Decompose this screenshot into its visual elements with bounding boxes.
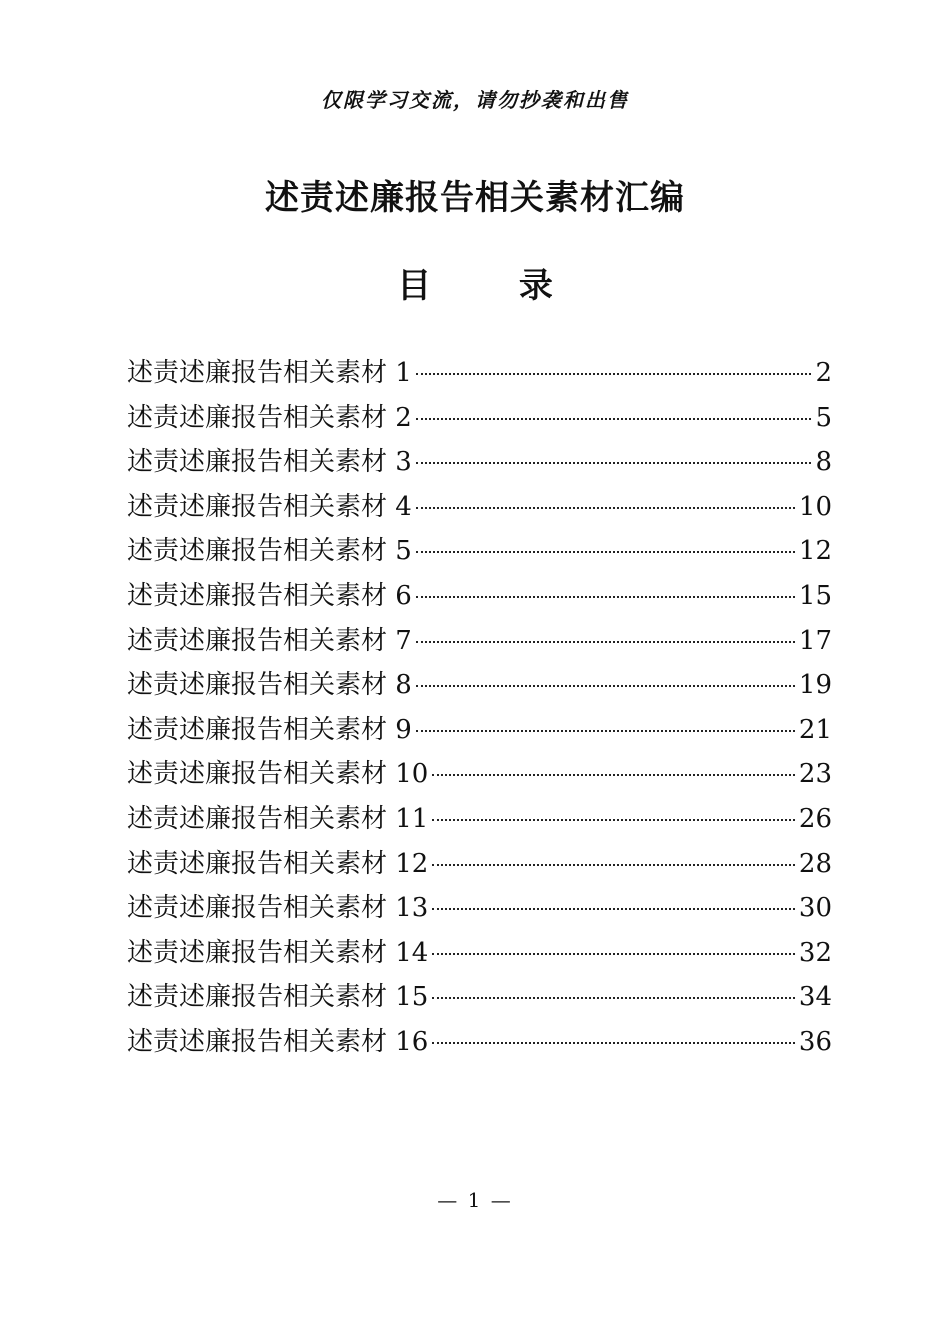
toc-entry[interactable] <box>127 396 832 441</box>
toc-entry-label: 述责述廉报告相关素材 8 <box>127 670 412 701</box>
toc-leader-dots <box>416 507 795 509</box>
toc-entry[interactable] <box>127 886 832 931</box>
toc-leader-dots <box>432 953 795 955</box>
toc-entry[interactable] <box>127 440 832 485</box>
toc-entry-label: 述责述廉报告相关素材 5 <box>127 536 412 567</box>
toc-entry-page: 32 <box>798 937 832 968</box>
page-number: — 1 — <box>437 1188 513 1212</box>
toc-entry-label: 述责述廉报告相关素材 15 <box>127 982 429 1013</box>
toc-entry-page: 12 <box>798 536 832 567</box>
toc-leader-dots <box>432 908 795 910</box>
toc-entry-label: 述责述廉报告相关素材 2 <box>127 402 412 433</box>
table-of-contents <box>127 351 832 1065</box>
toc-entry-label: 述责述廉报告相关素材 4 <box>127 491 412 522</box>
toc-leader-dots <box>416 418 812 420</box>
toc-entry-page: 17 <box>798 625 832 656</box>
toc-leader-dots <box>432 819 795 821</box>
toc-entry-label: 述责述廉报告相关素材 14 <box>127 937 429 968</box>
toc-entry-page: 15 <box>798 580 832 611</box>
toc-entry-label: 述责述廉报告相关素材 16 <box>127 1026 429 1057</box>
toc-entry-page: 5 <box>815 402 832 433</box>
toc-leader-dots <box>416 641 795 643</box>
toc-entry-label: 述责述廉报告相关素材 3 <box>127 447 412 478</box>
toc-entry[interactable] <box>127 752 832 797</box>
toc-entry[interactable] <box>127 1020 832 1065</box>
toc-leader-dots <box>432 774 795 776</box>
toc-entry[interactable] <box>127 485 832 530</box>
toc-entry-page: 23 <box>798 759 832 790</box>
toc-entry-page: 21 <box>798 714 832 745</box>
toc-entry-page: 8 <box>815 447 832 478</box>
toc-entry-label: 述责述廉报告相关素材 13 <box>127 893 429 924</box>
toc-entry-label: 述责述廉报告相关素材 1 <box>127 358 412 388</box>
toc-entry-page: 36 <box>798 1026 832 1057</box>
toc-entry-page: 2 <box>815 358 832 388</box>
toc-leader-dots <box>432 1042 795 1044</box>
toc-leader-dots <box>416 462 812 464</box>
toc-leader-dots <box>416 685 795 687</box>
toc-entry-page: 34 <box>798 982 832 1013</box>
toc-entry-page: 30 <box>798 893 832 924</box>
toc-entry[interactable] <box>127 797 832 842</box>
toc-entry-label: 述责述廉报告相关素材 12 <box>127 848 429 879</box>
toc-leader-dots <box>416 551 795 553</box>
copyright-notice: 仅限学习交流，请勿抄袭和出售 <box>321 88 629 112</box>
toc-entry[interactable] <box>127 351 832 396</box>
toc-entry-page: 10 <box>798 491 832 522</box>
toc-entry[interactable] <box>127 931 832 976</box>
toc-leader-dots <box>416 730 795 732</box>
toc-heading: 目 录 <box>397 266 591 306</box>
toc-entry-label: 述责述廉报告相关素材 6 <box>127 580 412 611</box>
toc-leader-dots <box>432 997 795 999</box>
toc-entry-page: 26 <box>798 803 832 834</box>
toc-entry[interactable] <box>127 574 832 619</box>
toc-entry[interactable] <box>127 619 832 664</box>
toc-entry-label: 述责述廉报告相关素材 10 <box>127 759 429 790</box>
toc-leader-dots <box>416 373 812 375</box>
toc-entry-page: 19 <box>798 670 832 701</box>
document-title: 述责述廉报告相关素材汇编 <box>265 178 685 218</box>
toc-entry[interactable] <box>127 663 832 708</box>
toc-entry-label: 述责述廉报告相关素材 7 <box>127 625 412 656</box>
toc-entry[interactable] <box>127 529 832 574</box>
toc-entry[interactable] <box>127 975 832 1020</box>
toc-entry[interactable] <box>127 842 832 887</box>
toc-leader-dots <box>432 864 795 866</box>
toc-entry-label: 述责述廉报告相关素材 11 <box>127 803 429 834</box>
toc-entry-page: 28 <box>798 848 832 879</box>
toc-entry-label: 述责述廉报告相关素材 9 <box>127 714 412 745</box>
toc-entry[interactable] <box>127 708 832 753</box>
toc-leader-dots <box>416 596 795 598</box>
